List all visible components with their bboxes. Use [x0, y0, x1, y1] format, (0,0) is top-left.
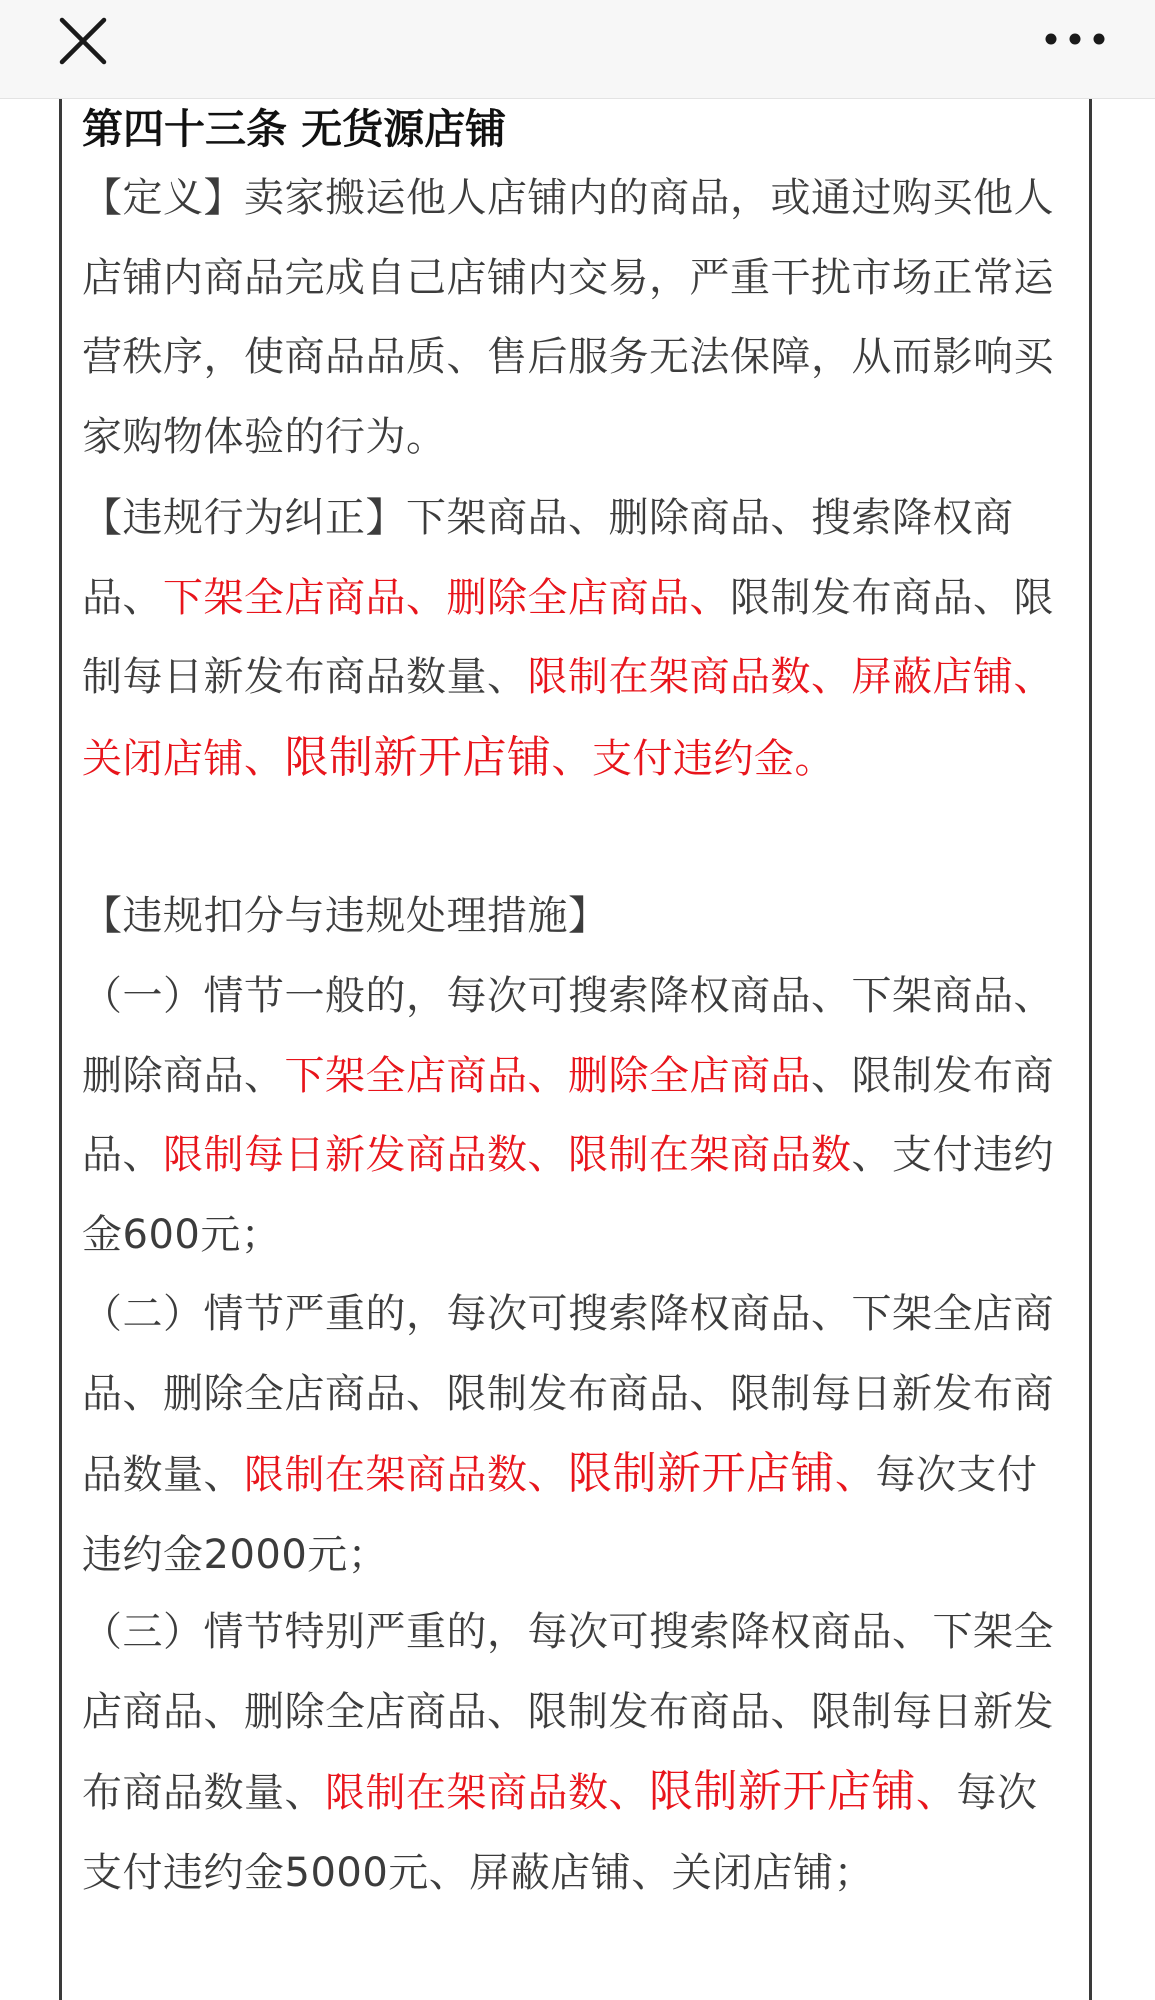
highlighted-text-run: 、 [835, 1452, 876, 1499]
highlighted-text-run: 下架全店商品、删除全店商品 [284, 1052, 811, 1099]
highlighted-text-run: 限制新开店铺 [649, 1766, 916, 1818]
case-very-serious-paragraph [82, 1593, 1072, 1993]
text-run: 、限制发布商品、 [82, 1052, 1054, 1179]
measures-heading: 【违规扣分与违规处理措施】 [82, 893, 609, 939]
text-run: 【定义】卖家搬运他人店铺内的商品，或通过购买他人店铺内商品完成自己店铺内交易，严重干扰市场正常运营秩序，使商品品质、售后服务无法保障，从而影响买家购物体验的行为。 [82, 175, 1054, 460]
text-run: 限制发布商品、限制每日新发布商品数量、 [82, 574, 1054, 701]
highlighted-text-run: 、支付违约金。 [551, 735, 835, 782]
text-run: 【违规行为纠正】下架商品、删除商品、搜索降权商品、 [82, 495, 1014, 621]
article-title: 第四十三条 无货源店铺 [82, 105, 507, 153]
text-run: 、支付违约金600元； [82, 1132, 1054, 1258]
text-run: （一）情节一般的，每次可搜索降权商品、下架商品、删除商品、 [82, 973, 1054, 1099]
text-run: （二）情节严重的，每次可搜索降权商品、下架全店商品、删除全店商品、限制发布商品、限制每日新发布商品数量、 [82, 1291, 1054, 1499]
top-toolbar [0, 0, 1155, 99]
more-options-button[interactable] [1035, 14, 1115, 64]
correction-paragraph [82, 479, 1072, 877]
definition-paragraph [82, 159, 1072, 479]
highlighted-text-run: 限制每日新发商品数、限制在架商品数 [163, 1132, 852, 1179]
highlighted-text-run: 下架全店商品、删除全店商品、 [163, 574, 730, 621]
highlighted-text-run: 限制新开店铺 [568, 1448, 835, 1500]
close-icon [50, 8, 116, 74]
text-run: （三）情节特别严重的，每次可搜索降权商品、下架全店商品、删除全店商品、限制发布商品、限制每日新发布商品数量、 [82, 1609, 1054, 1817]
text-run: 每次支付违约金2000元； [82, 1452, 1038, 1578]
close-button[interactable] [50, 8, 116, 74]
highlighted-text-run: 限制在架商品数、屏蔽店铺、关闭店铺、 [82, 654, 1054, 782]
highlighted-text-run: 限制在架商品数、 [325, 1770, 649, 1817]
highlighted-text-run: 限制在架商品数、 [244, 1452, 568, 1499]
case-serious-paragraph [82, 1275, 1072, 1593]
case-general-paragraph [82, 957, 1072, 1275]
article-panel [59, 99, 1092, 2000]
article-content [82, 99, 1072, 1993]
text-run: 每次支付违约金5000元、屏蔽店铺、关闭店铺； [82, 1770, 1038, 1896]
highlighted-text-run: 、 [916, 1770, 957, 1817]
more-dots-icon [1035, 14, 1115, 64]
highlighted-text-run: 限制新开店铺 [284, 731, 552, 783]
